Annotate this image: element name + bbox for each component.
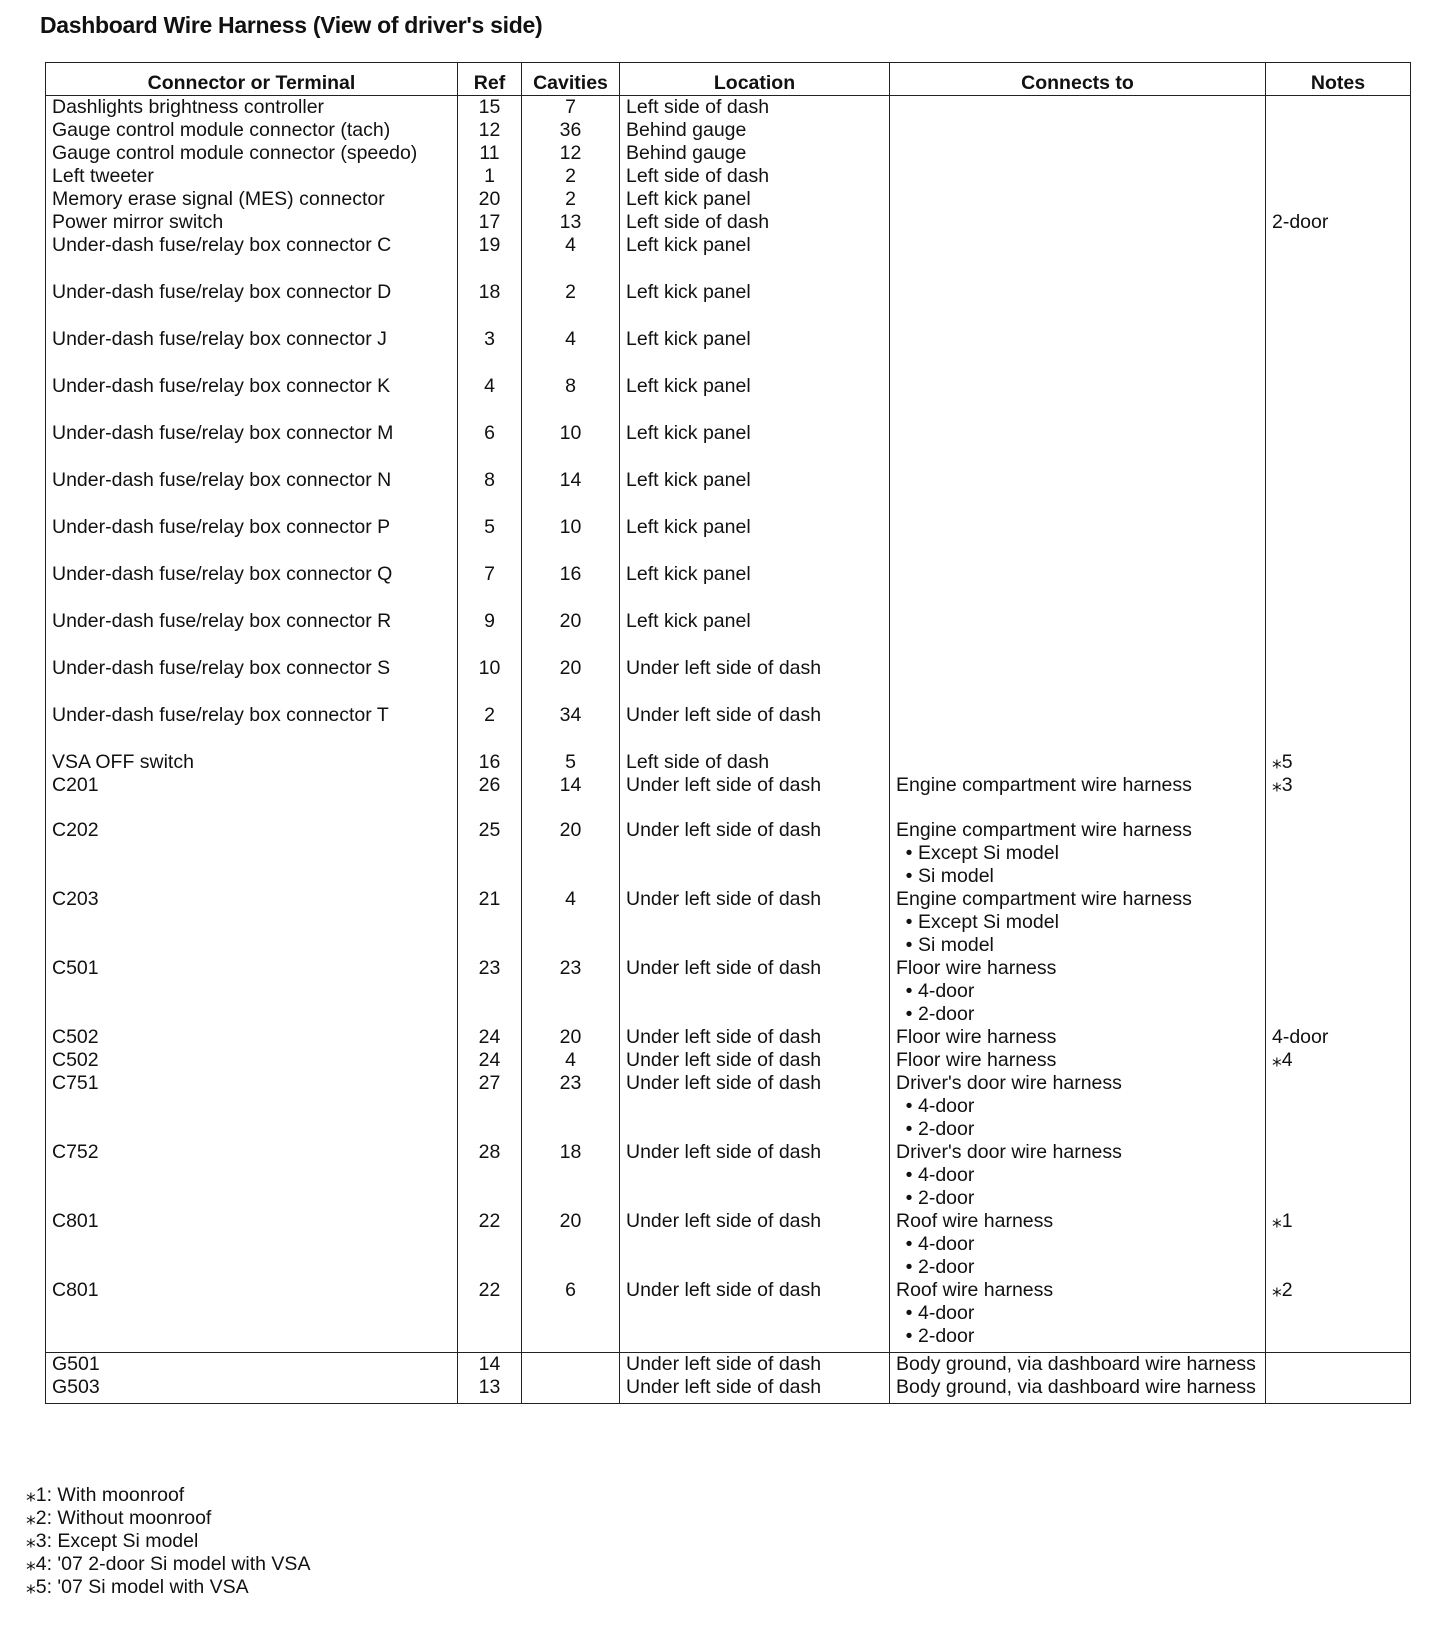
connects-to-cell [890,375,1266,422]
table-row [46,281,1411,328]
column-header-ref: Ref [458,63,522,96]
connects-to-harness: Roof wire harness [896,1279,1054,1301]
table-row [46,328,1411,375]
connects-to-cell [890,888,1266,957]
location-cell: Left side of dash [620,96,890,120]
location-cell: Left side of dash [620,751,890,774]
cavities-cell: 20 [522,610,620,657]
location-cell: Left kick panel [620,422,890,469]
connector-cell: G501 [46,1353,458,1377]
cavities-cell: 7 [522,96,620,120]
connects-to-cell [890,234,1266,281]
ref-cell: 28 [458,1141,522,1210]
column-header-connects-to: Connects to [890,63,1266,96]
cavities-cell [522,1376,620,1404]
connects-to-variant: • Si model [896,865,1259,888]
connects-to-cell [890,1210,1266,1279]
cavities-cell: 4 [522,888,620,957]
connects-to-cell [890,119,1266,142]
connects-to-variant: • 2-door [896,1187,1259,1210]
location-cell: Left kick panel [620,281,890,328]
table-row [46,704,1411,751]
cavities-cell: 34 [522,704,620,751]
cavities-cell: 8 [522,375,620,422]
connector-cell: VSA OFF switch [46,751,458,774]
ref-cell: 24 [458,1049,522,1072]
table-row [46,422,1411,469]
table-row [46,469,1411,516]
connector-cell: C752 [46,1141,458,1210]
ref-cell: 11 [458,142,522,165]
location-cell: Under left side of dash [620,1353,890,1377]
connects-to-cell [890,328,1266,375]
page-title: Dashboard Wire Harness (View of driver's side) [40,12,543,38]
connects-to-harness: Body ground, via dashboard wire harness [896,1353,1256,1375]
table-row [46,1210,1411,1279]
ref-cell: 4 [458,375,522,422]
cavities-cell: 4 [522,328,620,375]
table-row [46,1376,1411,1404]
location-cell: Left kick panel [620,563,890,610]
ref-cell: 18 [458,281,522,328]
connector-cell: Under-dash fuse/relay box connector S [46,657,458,704]
ref-cell: 22 [458,1210,522,1279]
cavities-cell: 36 [522,119,620,142]
ref-cell: 5 [458,516,522,563]
connector-cell: Under-dash fuse/relay box connector K [46,375,458,422]
cavities-cell: 16 [522,563,620,610]
connects-to-cell [890,165,1266,188]
connects-to-variant: • 4-door [896,980,1259,1003]
connector-cell: C751 [46,1072,458,1141]
cavities-cell: 14 [522,469,620,516]
cavities-cell: 10 [522,422,620,469]
connector-cell: Memory erase signal (MES) connector [46,188,458,211]
table-row [46,1353,1411,1377]
connects-to-cell [890,774,1266,819]
table-row [46,1279,1411,1353]
footnotes [26,1484,310,1599]
ref-cell: 23 [458,957,522,1026]
notes-cell [1266,328,1411,375]
connects-to-variant: • 4-door [896,1302,1259,1325]
notes-cell [1266,165,1411,188]
connector-cell: G503 [46,1376,458,1404]
connector-cell: Gauge control module connector (tach) [46,119,458,142]
cavities-cell: 5 [522,751,620,774]
column-header-connector: Connector or Terminal [46,63,458,96]
ref-cell: 20 [458,188,522,211]
notes-cell [1266,188,1411,211]
location-cell: Under left side of dash [620,819,890,888]
cavities-cell: 20 [522,1210,620,1279]
location-cell: Under left side of dash [620,1072,890,1141]
cavities-cell: 20 [522,819,620,888]
connector-cell: Under-dash fuse/relay box connector J [46,328,458,375]
location-cell: Left kick panel [620,469,890,516]
ref-cell: 3 [458,328,522,375]
notes-cell [1266,657,1411,704]
connects-to-cell [890,1026,1266,1049]
connects-to-cell [890,1376,1266,1404]
cavities-cell: 23 [522,957,620,1026]
connects-to-harness: Driver's door wire harness [896,1072,1122,1094]
notes-cell [1266,422,1411,469]
location-cell: Under left side of dash [620,774,890,819]
notes-cell [1266,119,1411,142]
connects-to-variant: • 4-door [896,1233,1259,1256]
connects-to-harness: Body ground, via dashboard wire harness [896,1376,1256,1398]
notes-cell [1266,375,1411,422]
location-cell: Under left side of dash [620,657,890,704]
connects-to-cell [890,1072,1266,1141]
ref-cell: 19 [458,234,522,281]
table-row [46,211,1411,234]
location-cell: Under left side of dash [620,957,890,1026]
connects-to-variant: • 2-door [896,1256,1259,1279]
footnote: ⁎3: Except Si model [26,1530,199,1552]
footnote: ⁎1: With moonroof [26,1484,185,1506]
connector-cell: Under-dash fuse/relay box connector D [46,281,458,328]
cavities-cell: 12 [522,142,620,165]
table-row [46,516,1411,563]
connects-to-cell [890,1141,1266,1210]
notes-cell [1266,610,1411,657]
notes-cell [1266,888,1411,957]
location-cell: Left kick panel [620,328,890,375]
ref-cell: 2 [458,704,522,751]
notes-cell [1266,819,1411,888]
table-row [46,888,1411,957]
location-cell: Under left side of dash [620,1049,890,1072]
ref-cell: 13 [458,1376,522,1404]
ref-cell: 16 [458,751,522,774]
connects-to-cell [890,957,1266,1026]
connects-to-cell [890,1049,1266,1072]
location-cell: Left kick panel [620,375,890,422]
ref-cell: 22 [458,1279,522,1353]
table-row [46,119,1411,142]
table-row [46,819,1411,888]
connects-to-harness: Floor wire harness [896,957,1057,979]
ref-cell: 21 [458,888,522,957]
location-cell: Under left side of dash [620,1141,890,1210]
cavities-cell: 6 [522,1279,620,1353]
connects-to-harness: Engine compartment wire harness [896,774,1192,796]
connects-to-cell [890,610,1266,657]
location-cell: Behind gauge [620,142,890,165]
table-row [46,1072,1411,1141]
location-cell: Under left side of dash [620,1026,890,1049]
connector-cell: C502 [46,1026,458,1049]
cavities-cell: 20 [522,1026,620,1049]
connects-to-cell [890,751,1266,774]
connector-cell: Under-dash fuse/relay box connector P [46,516,458,563]
footnote: ⁎2: Without moonroof [26,1507,212,1529]
connector-cell: C502 [46,1049,458,1072]
table-body [46,96,1411,1404]
connector-cell: C202 [46,819,458,888]
table-row [46,957,1411,1026]
connects-to-variant: • 2-door [896,1325,1259,1348]
connects-to-variant: • Si model [896,934,1259,957]
notes-cell [1266,142,1411,165]
notes-cell [1266,1141,1411,1210]
connects-to-cell [890,1353,1266,1377]
notes-cell: ⁎1 [1266,1210,1411,1279]
connects-to-harness: Engine compartment wire harness [896,888,1192,910]
notes-cell [1266,1353,1411,1377]
table-row [46,188,1411,211]
notes-cell [1266,96,1411,120]
connector-cell: C801 [46,1279,458,1353]
cavities-cell: 2 [522,165,620,188]
table-row [46,375,1411,422]
cavities-cell: 20 [522,657,620,704]
footnote: ⁎4: '07 2-door Si model with VSA [26,1553,311,1575]
cavities-cell: 13 [522,211,620,234]
connects-to-cell [890,142,1266,165]
connects-to-cell [890,704,1266,751]
connects-to-cell [890,188,1266,211]
notes-cell [1266,234,1411,281]
notes-cell: ⁎2 [1266,1279,1411,1353]
table-row [46,657,1411,704]
notes-cell: ⁎3 [1266,774,1411,819]
ref-cell: 25 [458,819,522,888]
footnote: ⁎5: '07 Si model with VSA [26,1576,249,1598]
connector-cell: Under-dash fuse/relay box connector Q [46,563,458,610]
location-cell: Left side of dash [620,211,890,234]
connector-cell: C501 [46,957,458,1026]
notes-cell: ⁎5 [1266,751,1411,774]
connects-to-cell [890,819,1266,888]
connects-to-variant: • Except Si model [896,842,1259,865]
connects-to-harness: Roof wire harness [896,1210,1054,1232]
connects-to-cell [890,516,1266,563]
connector-cell: Gauge control module connector (speedo) [46,142,458,165]
location-cell: Under left side of dash [620,704,890,751]
column-header-notes: Notes [1266,63,1411,96]
table-row [46,1049,1411,1072]
cavities-cell: 4 [522,234,620,281]
column-header-cavities: Cavities [522,63,620,96]
notes-cell [1266,704,1411,751]
table-row [46,751,1411,774]
ref-cell: 27 [458,1072,522,1141]
location-cell: Under left side of dash [620,1210,890,1279]
ref-cell: 14 [458,1353,522,1377]
connects-to-cell [890,1279,1266,1353]
cavities-cell: 18 [522,1141,620,1210]
connector-cell: Dashlights brightness controller [46,96,458,120]
connects-to-harness: Floor wire harness [896,1026,1057,1048]
ref-cell: 17 [458,211,522,234]
ref-cell: 9 [458,610,522,657]
ref-cell: 24 [458,1026,522,1049]
notes-cell [1266,281,1411,328]
connector-cell: C801 [46,1210,458,1279]
connects-to-cell [890,211,1266,234]
location-cell: Under left side of dash [620,888,890,957]
table-row [46,774,1411,819]
location-cell: Under left side of dash [620,1376,890,1404]
connects-to-harness: Engine compartment wire harness [896,819,1192,841]
connector-cell: C201 [46,774,458,819]
notes-cell [1266,1376,1411,1404]
connector-cell: Power mirror switch [46,211,458,234]
ref-cell: 7 [458,563,522,610]
notes-cell [1266,563,1411,610]
connects-to-variant: • 4-door [896,1095,1259,1118]
connects-to-harness: Floor wire harness [896,1049,1057,1071]
table-header-row [46,63,1411,96]
ref-cell: 1 [458,165,522,188]
connector-cell: Under-dash fuse/relay box connector R [46,610,458,657]
location-cell: Under left side of dash [620,1279,890,1353]
table-row [46,610,1411,657]
cavities-cell: 2 [522,281,620,328]
wire-harness-table [45,62,1411,1404]
table-row [46,96,1411,120]
location-cell: Left kick panel [620,234,890,281]
cavities-cell: 10 [522,516,620,563]
notes-cell [1266,469,1411,516]
ref-cell: 26 [458,774,522,819]
table-row [46,142,1411,165]
column-header-location: Location [620,63,890,96]
ref-cell: 12 [458,119,522,142]
connects-to-cell [890,469,1266,516]
cavities-cell: 2 [522,188,620,211]
ref-cell: 15 [458,96,522,120]
table-row [46,165,1411,188]
connects-to-cell [890,657,1266,704]
notes-cell [1266,957,1411,1026]
location-cell: Left side of dash [620,165,890,188]
table-row [46,1026,1411,1049]
connector-cell: Under-dash fuse/relay box connector N [46,469,458,516]
cavities-cell [522,1353,620,1377]
table-row [46,1141,1411,1210]
ref-cell: 6 [458,422,522,469]
location-cell: Behind gauge [620,119,890,142]
connects-to-variant: • 2-door [896,1003,1259,1026]
table-row [46,234,1411,281]
connects-to-cell [890,422,1266,469]
ref-cell: 10 [458,657,522,704]
notes-cell: 2-door [1266,211,1411,234]
connects-to-variant: • Except Si model [896,911,1259,934]
cavities-cell: 23 [522,1072,620,1141]
location-cell: Left kick panel [620,516,890,563]
cavities-cell: 4 [522,1049,620,1072]
connects-to-cell [890,281,1266,328]
table-row [46,563,1411,610]
connects-to-harness: Driver's door wire harness [896,1141,1122,1163]
connects-to-variant: • 4-door [896,1164,1259,1187]
connects-to-cell [890,563,1266,610]
location-cell: Left kick panel [620,610,890,657]
connector-cell: C203 [46,888,458,957]
notes-cell: ⁎4 [1266,1049,1411,1072]
connects-to-cell [890,96,1266,120]
notes-cell [1266,1072,1411,1141]
connects-to-variant: • 2-door [896,1118,1259,1141]
connector-cell: Left tweeter [46,165,458,188]
connector-cell: Under-dash fuse/relay box connector T [46,704,458,751]
connector-cell: Under-dash fuse/relay box connector M [46,422,458,469]
notes-cell [1266,516,1411,563]
ref-cell: 8 [458,469,522,516]
connector-cell: Under-dash fuse/relay box connector C [46,234,458,281]
cavities-cell: 14 [522,774,620,819]
location-cell: Left kick panel [620,188,890,211]
notes-cell: 4-door [1266,1026,1411,1049]
